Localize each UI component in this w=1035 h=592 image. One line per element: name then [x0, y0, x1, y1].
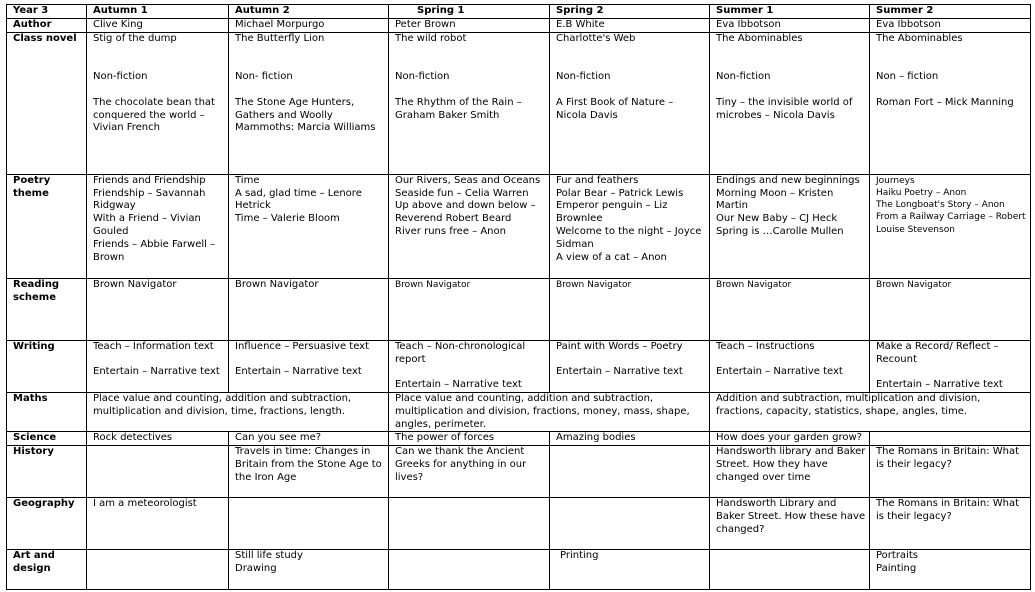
- history-cell: [550, 446, 710, 498]
- geography-cell: [229, 498, 389, 550]
- novel-nonfiction: Non-fiction: [556, 71, 611, 83]
- reading-cell: Brown Navigator: [229, 278, 389, 340]
- year-label: Year 3: [7, 5, 87, 19]
- poetry-cell: [229, 174, 389, 278]
- poetry-cell: [710, 174, 870, 278]
- writing-cell: [229, 340, 389, 392]
- class-novel-cell: [389, 32, 550, 174]
- writing-teach: Teach – Information text: [93, 340, 214, 352]
- writing-cell: [870, 340, 1031, 392]
- class-novel-row: [7, 32, 1031, 174]
- art-cell: [710, 550, 870, 590]
- reading-cell: Brown Navigator: [710, 278, 870, 340]
- reading-cell: Brown Navigator: [389, 278, 550, 340]
- poem: Polar Bear – Patrick Lewis: [556, 187, 684, 199]
- poetry-cell: [870, 174, 1031, 278]
- header-row: [7, 5, 1031, 19]
- novel-book: The chocolate bean that conquered the world – Vivian French: [93, 96, 219, 134]
- author-cell: Peter Brown: [389, 19, 550, 33]
- author-row: [7, 19, 1031, 33]
- writing-label: Writing: [7, 340, 87, 392]
- art-item: Portraits: [876, 550, 918, 562]
- geography-cell: The Romans in Britain: What is their legacy?: [870, 498, 1031, 550]
- poem: Friends – Abbie Farwell – Brown: [93, 238, 219, 263]
- author-cell: E.B White: [550, 19, 710, 33]
- poem: A view of a cat – Anon: [556, 251, 667, 263]
- art-item: Drawing: [235, 563, 277, 575]
- art-item: Still life study: [235, 550, 303, 562]
- writing-teach: Make a Record/ Reflect – Recount: [876, 340, 1002, 365]
- art-label-line: design: [13, 563, 51, 575]
- reading-cell: Brown Navigator: [550, 278, 710, 340]
- novel-book: A First Book of Nature – Nicola Davis: [556, 96, 677, 121]
- poem: From a Railway Carriage – Robert Louise Stevenson: [876, 212, 1029, 235]
- poetry-title: Time: [235, 174, 260, 186]
- poem: Haiku Poetry – Anon: [876, 188, 967, 198]
- novel-nonfiction: Non-fiction: [716, 71, 771, 83]
- writing-cell: [87, 340, 229, 392]
- art-cell: [389, 550, 550, 590]
- art-cell: [229, 550, 389, 590]
- reading-label: [7, 278, 87, 340]
- science-label: Science: [7, 432, 87, 446]
- maths-spring: Place value and counting, addition and subtraction, multiplication and division, fractions, money, mass, shape, angles, perimeter.: [389, 392, 710, 431]
- writing-entertain: Entertain – Narrative text: [876, 379, 1003, 391]
- poetry-title: Endings and new beginnings: [716, 174, 860, 186]
- history-cell: The Romans in Britain: What is their legacy?: [870, 446, 1031, 498]
- writing-entertain: Entertain – Narrative text: [395, 379, 522, 391]
- science-cell: How does your garden grow?: [710, 432, 870, 446]
- poetry-title: Journeys: [876, 175, 915, 186]
- reading-label-line: Reading: [13, 278, 60, 290]
- poem: Welcome to the night – Joyce Sidman: [556, 225, 705, 250]
- geography-cell: [389, 498, 550, 550]
- poem: A sad, glad time – Lenore Hetrick: [235, 187, 366, 212]
- author-cell: Eva Ibbotson: [870, 19, 1031, 33]
- novel-book: The Stone Age Hunters, Gathers and Woolly Mammoths: Marcia Williams: [235, 96, 376, 134]
- class-novel-cell: [710, 32, 870, 174]
- novel-title: The Abominables: [716, 32, 803, 44]
- history-cell: Can we thank the Ancient Greeks for anything in our lives?: [389, 446, 550, 498]
- poem: River runs free – Anon: [395, 225, 506, 237]
- class-novel-cell: [550, 32, 710, 174]
- writing-entertain: Entertain – Narrative text: [93, 366, 220, 378]
- term-autumn-1: Autumn 1: [87, 5, 229, 19]
- maths-label: Maths: [7, 392, 87, 431]
- maths-row: [7, 392, 1031, 431]
- science-cell: The power of forces: [389, 432, 550, 446]
- class-novel-cell: [229, 32, 389, 174]
- poem: The Longboat's Story – Anon: [876, 200, 1005, 211]
- geography-row: [7, 498, 1031, 550]
- writing-entertain: Entertain – Narrative text: [716, 366, 843, 378]
- novel-nonfiction: Non- fiction: [235, 71, 293, 83]
- art-item: Painting: [876, 563, 917, 575]
- poetry-label: [7, 174, 87, 278]
- novel-book: Tiny – the invisible world of microbes – Nicola Davis: [716, 96, 856, 121]
- science-cell: Amazing bodies: [550, 432, 710, 446]
- poetry-cell: [87, 174, 229, 278]
- writing-entertain: Entertain – Narrative text: [556, 366, 683, 378]
- writing-entertain: Entertain – Narrative text: [235, 366, 362, 378]
- reading-label-line: scheme: [13, 291, 56, 303]
- author-cell: Michael Morpurgo: [229, 19, 389, 33]
- writing-teach: Influence – Persuasive text: [235, 340, 370, 352]
- reading-cell: Brown Navigator: [870, 278, 1031, 340]
- poetry-cell: [550, 174, 710, 278]
- writing-cell: [710, 340, 870, 392]
- geography-cell: Handsworth Library and Baker Street. How these have changed?: [710, 498, 870, 550]
- geography-cell: I am a meteorologist: [87, 498, 229, 550]
- poem: Morning Moon – Kristen Martin: [716, 187, 837, 212]
- art-cell: [870, 550, 1031, 590]
- author-cell: Clive King: [87, 19, 229, 33]
- novel-nonfiction: Non-fiction: [93, 71, 148, 83]
- writing-row: [7, 340, 1031, 392]
- novel-title: Stig of the dump: [93, 32, 177, 44]
- novel-title: The Butterfly Lion: [235, 32, 325, 44]
- poem: Emperor penguin – Liz Brownlee: [556, 200, 671, 225]
- term-spring-1: Spring 1: [389, 5, 550, 19]
- art-item: Printing: [560, 550, 599, 562]
- science-cell: Rock detectives: [87, 432, 229, 446]
- science-cell: Can you see me?: [229, 432, 389, 446]
- history-row: [7, 446, 1031, 498]
- art-label: [7, 550, 87, 590]
- novel-book: The Rhythm of the Rain – Graham Baker Smith: [395, 96, 525, 121]
- novel-title: Charlotte's Web: [556, 32, 636, 44]
- poetry-label-line: Poetry: [13, 174, 51, 186]
- history-label: History: [7, 446, 87, 498]
- writing-teach: Teach – Instructions: [716, 340, 815, 352]
- author-cell: Eva Ibbotson: [710, 19, 870, 33]
- poem: Up above and down below – Reverend Robert Beard: [395, 200, 539, 225]
- geography-label: Geography: [7, 498, 87, 550]
- curriculum-table: [6, 4, 1031, 590]
- writing-cell: [389, 340, 550, 392]
- poetry-title: Our Rivers, Seas and Oceans: [395, 174, 541, 186]
- novel-nonfiction: Non-fiction: [395, 71, 450, 83]
- history-cell: Travels in time: Changes in Britain from the Stone Age to the Iron Age: [229, 446, 389, 498]
- poetry-title: Fur and feathers: [556, 174, 639, 186]
- novel-book: Roman Fort – Mick Manning: [876, 96, 1014, 108]
- poem: Spring is …Carolle Mullen: [716, 225, 844, 237]
- poem: Friendship – Savannah Ridgway: [93, 187, 209, 212]
- maths-autumn: Place value and counting, addition and subtraction, multiplication and division, time, fractions, length.: [87, 392, 389, 431]
- geography-cell: [550, 498, 710, 550]
- term-spring-2: Spring 2: [550, 5, 710, 19]
- writing-teach: Teach – Non-chronological report: [395, 340, 529, 365]
- term-autumn-2: Autumn 2: [229, 5, 389, 19]
- reading-row: [7, 278, 1031, 340]
- poetry-cell: [389, 174, 550, 278]
- art-label-line: Art and: [13, 550, 55, 562]
- writing-cell: [550, 340, 710, 392]
- novel-title: The wild robot: [395, 32, 467, 44]
- poetry-title: Friends and Friendship: [93, 174, 206, 186]
- term-summer-1: Summer 1: [710, 5, 870, 19]
- class-novel-cell: [87, 32, 229, 174]
- poem: With a Friend – Vivian Gouled: [93, 213, 205, 237]
- writing-teach: Paint with Words – Poetry: [556, 340, 683, 352]
- art-row: [7, 550, 1031, 590]
- novel-title: The Abominables: [876, 32, 963, 44]
- history-cell: Handsworth library and Baker Street. How they have changed over time: [710, 446, 870, 498]
- poem: Time – Valerie Bloom: [235, 213, 340, 225]
- class-novel-label: Class novel: [7, 32, 87, 174]
- poem: Our New Baby – CJ Heck: [716, 213, 838, 225]
- science-cell: [870, 432, 1031, 446]
- poetry-label-line: theme: [13, 187, 49, 199]
- maths-summer: Addition and subtraction, multiplication and division, fractions, capacity, statistics, shape, angles, time.: [710, 392, 1031, 431]
- art-cell: [87, 550, 229, 590]
- author-label: Author: [7, 19, 87, 33]
- poem: Seaside fun – Celia Warren: [395, 187, 529, 199]
- art-cell: [550, 550, 710, 590]
- reading-cell: Brown Navigator: [87, 278, 229, 340]
- history-cell: [87, 446, 229, 498]
- poetry-row: [7, 174, 1031, 278]
- class-novel-cell: [870, 32, 1031, 174]
- term-summer-2: Summer 2: [870, 5, 1031, 19]
- science-row: [7, 432, 1031, 446]
- novel-nonfiction: Non – fiction: [876, 71, 939, 83]
